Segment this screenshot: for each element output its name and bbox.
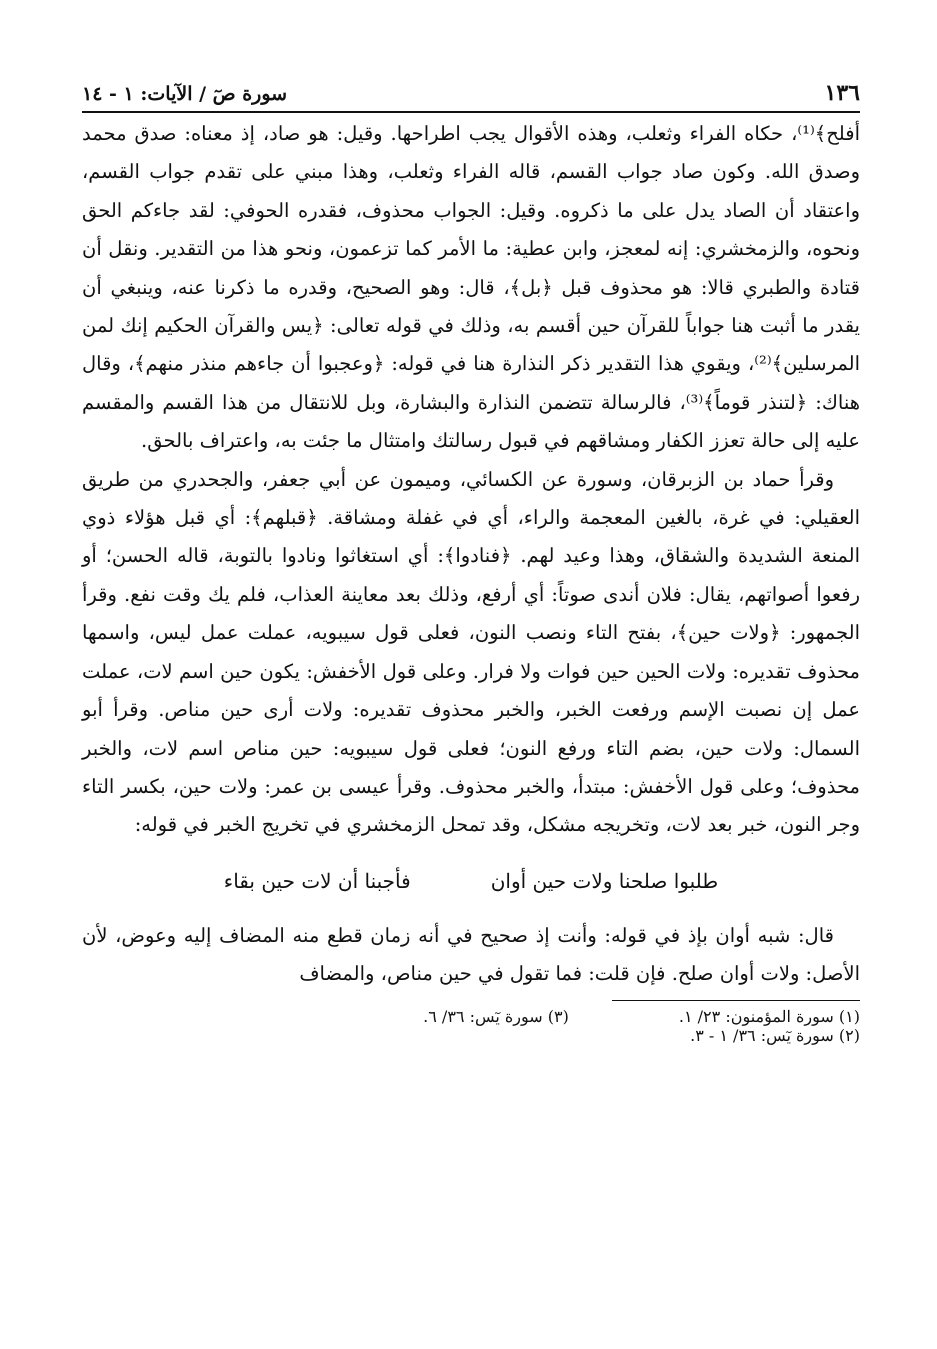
footnote-2: (٢) سورة يٓس: ٣٦/ ١ - ٣. (690, 1025, 860, 1045)
footnotes (82, 1000, 860, 1045)
paragraph: أفلح﴾⁽¹⁾، حكاه الفراء وثعلب، وهذه الأقوال يجب اطراحها. وقيل: هو صاد، إذ معناه: صدق محمد وصدق الله. وكون صاد جواب القسم، قاله الفراء وثعلب، وهذا مبني على تقدم جواب القسم، واعتقاد أن الصاد يدل على ما ذكروه. وقيل: الجواب محذوف، فقدره الحوفي: لقد جاءكم الحق ونحوه، والزمخشري: إنه لمعجز، وابن عطية: ما الأمر كما تزعمون، ونحو هذا من التقدير. ونقل أن قتادة والطبري قالا: هو محذوف قبل ﴿بل﴾، قال: وهو الصحيح، وقدره ما ذكرنا عنه، وينبغي أن يقدر ما أثبت هنا جواباً للقرآن حين أقسم به، وذلك في قوله تعالى: ﴿يس والقرآن الحكيم إنك لمن المرسلين﴾⁽²⁾، ويقوي هذا التقدير ذكر النذارة هنا في قوله: ﴿وعجبوا أن جاءهم منذر منهم﴾، وقال هناك: ﴿لتنذر قوماً﴾⁽³⁾، فالرسالة تتضمن النذارة والبشارة، وبل للانتقال من هذا القسم والمقسم عليه إلى حالة تعزز الكفار ومشاقهم في قبول رسالتك وامتثال ما جئت به، واعتراف بالحق. (82, 122, 860, 453)
paragraph: قال: شبه أوان بإذ في قوله: وأنت إذ صحيح في أنه زمان قطع منه المضاف إليه وعوض، لأن الأصل: ولات أوان صلح. فإن قلت: فما تقول في حين مناص، والمضاف (82, 923, 860, 986)
page-number: ١٣٦ (824, 80, 860, 106)
page (82, 80, 860, 1045)
body-text (82, 115, 860, 994)
footnote-3: (٣) سورة يٓس: ٣٦/ ٦. (423, 1006, 569, 1026)
footnote-rule (612, 1000, 860, 1007)
footnote-1: (١) سورة المؤمنون: ٢٣/ ١. (678, 1006, 860, 1026)
surah-title: سورة صٓ / الآيات: ١ - ١٤ (82, 83, 288, 105)
paragraph: وقرأ حماد بن الزبرقان، وسورة عن الكسائي، وميمون عن أبي جعفر، والجحدري من طريق العقيلي: في غرة، بالغين المعجمة والراء، أي في غفلة ومشاقة. ﴿قبلهم﴾: أي قبل هؤلاء ذوي المنعة الشديدة والشقاق، وهذا وعيد لهم. ﴿فنادوا﴾: أي استغاثوا ونادوا بالتوبة، قاله الحسن؛ أو رفعوا أصواتهم، يقال: فلان أندى صوتاً: أي أرفع، وذلك بعد معاينة العذاب، فلم يك وقت نفع. وقرأ الجمهور: ﴿ولات حين﴾، بفتح التاء ونصب النون، فعلى قول سيبويه، عملت عمل ليس، واسمها محذوف تقديره: ولات الحين حين فوات ولا فرار. وعلى قول الأخفش: يكون حين اسم لات، عملت عمل إن نصبت الإسم ورفعت الخبر، والخبر محذوف تقديره: ولات أرى حين مناص. وقرأ أبو السمال: ولات حين، بضم التاء ورفع النون؛ فعلى قول سيبويه: حين مناص اسم لات، والخبر محذوف؛ وعلى قول الأخفش: مبتدأ، والخبر محذوف. وقرأ عيسى بن عمر: ولات حين، بكسر التاء وجر النون، خبر بعد لات، وتخريجه مشكل، وقد تمحل الزمخشري في تخريج الخبر في قوله: (82, 467, 860, 837)
verse-hemistich-first: طلبوا صلحنا ولات حين أوان (490, 868, 719, 893)
footnote-row (82, 1007, 860, 1026)
footnote-row (82, 1026, 860, 1045)
running-head (82, 80, 860, 113)
poetry-verse (82, 859, 860, 903)
verse-hemistich-second: فأجبنا أن لات حين بقاء (223, 868, 411, 893)
